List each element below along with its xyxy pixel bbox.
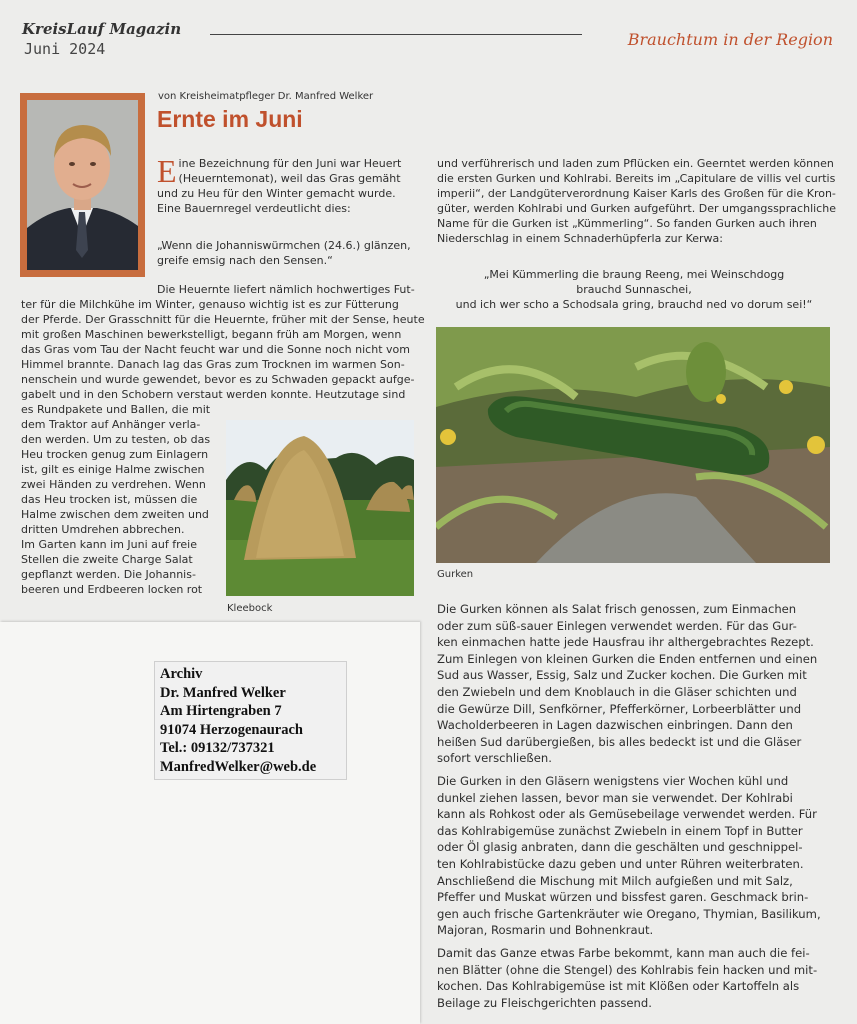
cucumber-photo	[436, 327, 830, 563]
kohlrabi-leaves-paragraph: Damit das Ganze etwas Farbe bekommt, kann man auch die fei- nen Blätter (ohne die Stengel) des Kohlrabis fein hacken und mit- kochen. Das Kohlrabigemüse ist mit Klößen oder Kartoffeln als Beilage zu Fleischgerichten passend.	[437, 946, 818, 1010]
haying-paragraph: Die Heuernte liefert nämlich hochwertiges Fut- ter für die Milchkühe im Winter, genauso wichtig ist es zur Fütterung der Pferde. Der Grasschnitt für die Heuernte, früher mit der Sense, heute mit großen Maschinen bewerkstelligt, begann früh am Morgen, wenn das Gras vom Tau der Nacht feucht war und die Sonne noch nicht vom Himmel brannte. Danach lag das Gras zum Trocknen im warmen Son- nenschein und wurde gewendet, bevor es zu Schwaden gepackt aufge- gabelt und in den Schobern verstaut werden konnte. Heutzutage sind es Rundpakete und Ballen, die mit	[21, 283, 425, 416]
kleebock-caption: Kleebock	[227, 603, 273, 614]
issue-date: Juni 2024	[24, 40, 106, 58]
pickling-paragraph: Die Gurken können als Salat frisch genossen, zum Einmachen oder zum süß-sauer Einlegen verwendet werden. Für das Gur- ken einmachen hatte jede Hausfrau ihr althergebrachtes Rezept. Zum Einlegen von kleinen Gurken die Enden entfernen und einen Sud aus Wasser, Essig, Salz und Zucker kochen. Die Gurken mit den Zwiebeln und dem Knoblauch in die Gläser schichten und die Gewürze Dill, Senfkörner, Pfefferkörner, Lorbeerblätter und Wacholderbeeren in Lagen dazwischen einbringen. Dann den heißen Sud darübergießen, bis alles bedeckt ist und die Gläser sofort verschließen.	[437, 602, 818, 766]
header-rule	[210, 34, 582, 35]
hay-test-paragraph: dem Traktor auf Anhänger verla- den werden. Um zu testen, ob das Heu trocken genug zum Einlagern ist, gilt es einige Halme zwischen zwei Händen zu verdrehen. Wenn das Heu trocken ist, müssen die Halme zwischen dem zweiten und dritten Umdrehen abbrechen. Im Garten kann im Juni auf freie Stellen die zweite Charge Salat gepflanzt werden. Die Johannis- beeren und Erdbeeren locken rot	[21, 418, 211, 596]
article-title: Ernte im Juni	[157, 106, 303, 132]
intro-paragraph: E ine Bezeichnung für den Juni war Heuert (Heuerntemonat), weil das Gras gemäht und zu Heu für den Winter gemacht wurde. Eine Bauernregel verdeutlicht dies:	[157, 153, 402, 215]
magazine-name: KreisLauf Magazin	[22, 20, 182, 38]
author-photo	[27, 100, 138, 270]
haystack-photo	[226, 420, 414, 596]
section-title: Brauchtum in der Region	[627, 30, 833, 49]
byline: von Kreisheimatpfleger Dr. Manfred Welker	[158, 91, 374, 102]
author-portrait	[20, 93, 145, 277]
cucumber-history-paragraph: und verführerisch und laden zum Pflücken ein. Geerntet werden können die ersten Gurken und Kohlrabi. Bereits im „Capitulare de villis vel curtis imperii“, der Landgüterverordnung Kaiser Karls des Großen für die Kron- güter, werden Kohlrabi und Gurken aufgeführt. Der umgangssprachliche Name für die Gurken ist „Kümmerling“. So fanden Gurken auch ihren Niederschlag in einem Schnaderhüpferla zur Kerwa:	[437, 157, 836, 245]
gurken-caption: Gurken	[437, 569, 474, 580]
kohlrabi-paragraph: Die Gurken in den Gläsern wenigstens vier Wochen kühl und dunkel ziehen lassen, bevor man sie verwendet. Der Kohlrabi kann als Rohkost oder als Gemüsebeilage verwendet werden. Für das Kohlrabigemüse zunächst Zwiebeln in einem Topf in Butter oder Öl glasig anbraten, dann die geschälten und geschnippel- ten Kohlrabistücke dazu geben und unter Rühren weiterbraten. Anschließend die Mischung mit Milch aufgießen und mit Salz, Pfeffer und Muskat würzen und bissfest garen. Geschmack brin- gen auch frische Gartenkräuter wie Oregano, Thymian, Basilikum, Majoran, Rosmarin und Bohnenkraut.	[437, 774, 821, 938]
kerwa-verse: „Mei Kümmerling die braung Reeng, mei Weinschdogg brauchd Sunnaschei, und ich wer scho a Schodsala gring, brauchd ned vo dorum sei!“	[455, 268, 813, 311]
archive-stamp: Archiv Dr. Manfred Welker Am Hirtengraben 7 91074 Herzogenaurach Tel.: 09132/737321 ManfredWelker@web.de	[154, 661, 347, 780]
drop-cap: E	[157, 153, 177, 189]
farmers-rule-quote: „Wenn die Johanniswürmchen (24.6.) glänzen, greife emsig nach den Sensen.“	[157, 239, 411, 267]
archive-email: ManfredWelker@web.de	[160, 758, 317, 775]
